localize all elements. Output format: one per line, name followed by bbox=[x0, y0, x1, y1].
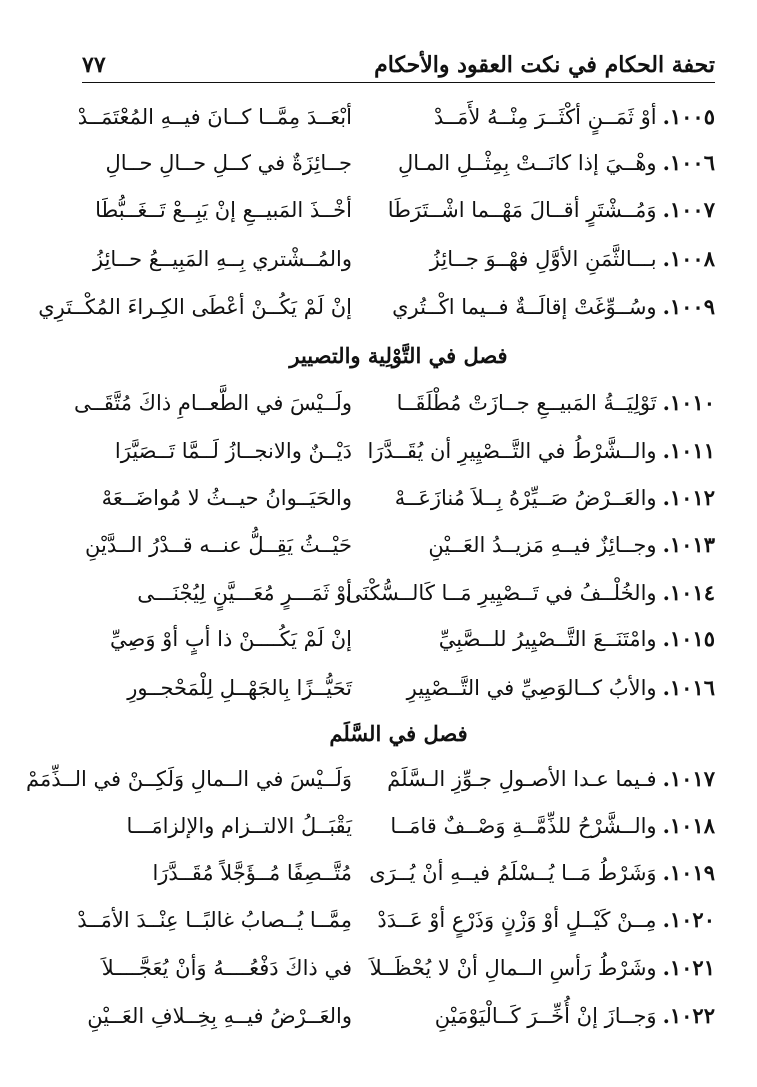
verse-1011 bbox=[82, 431, 715, 471]
verse-first-hemistich bbox=[397, 143, 715, 183]
verse-number: ١٠١٢. bbox=[662, 485, 715, 510]
hemistich-text: وامْتَنَــعَ التَّــصْيِيرُ للــصَّبِيِّ bbox=[438, 627, 657, 651]
verse-1013 bbox=[82, 525, 715, 565]
verse-first-hemistich bbox=[377, 900, 715, 940]
verse-number: ١٠٠٦. bbox=[662, 150, 715, 175]
hemistich-text: أوْ ثَمَــنٍ أكْثَــرَ مِنْــهُ لأَمَــدْ bbox=[433, 105, 657, 129]
verse-1022 bbox=[82, 996, 715, 1036]
verse-number: ١٠١٩. bbox=[662, 860, 715, 885]
hemistich-text: وَشَرْطُ مَــا يُــسْلَمُ فيــهِ أنْ يُــرَى bbox=[369, 861, 657, 885]
verse-number: ١٠٠٥. bbox=[662, 104, 715, 129]
verse-second-hemistich: ولَــيْسَ في الطَّعــامِ ذاكَ مُتَّقَــى bbox=[73, 391, 352, 415]
hemistich-text: بـــالثَّمَنِ الأوَّلِ فهْــوَ جــائِزُ bbox=[429, 247, 657, 271]
hemistich-text: مِــنْ كَيْــلٍ أوْ وَزْنٍ وَذَرْعٍ أوْ عَــدَدْ bbox=[377, 908, 657, 932]
verse-first-hemistich bbox=[396, 383, 715, 423]
verse-number: ١٠١١. bbox=[662, 438, 715, 463]
hemistich-text: وَجــازَ إنْ أُخِّــرَ كَــالْيَوْمَيْنِ bbox=[434, 1004, 657, 1028]
verse-first-hemistich bbox=[415, 619, 715, 659]
verse-1007 bbox=[82, 190, 715, 230]
verse-second-hemistich: في ذاكَ دَفْعُــــهُ وَأنْ يُعَجَّــــلاَ bbox=[101, 956, 352, 980]
hemistich-text: وجــائِزٌ فيــهِ مَزيــدُ العَــيْنِ bbox=[428, 533, 657, 557]
verse-second-hemistich: جــائِزَةٌ في كــلِ حــالِ حــالِ bbox=[105, 151, 352, 175]
verse-1006 bbox=[82, 143, 715, 183]
section-heading-salam: فصل في السَّلَم bbox=[329, 721, 468, 746]
verse-second-hemistich: تَحَيُّــزًا بِالجَهْــلِ لِلْمَحْجــورِ bbox=[127, 676, 352, 700]
verse-second-hemistich: مِمَّــا يُــصابُ غالبًــا عِنْــدَ الأمَــدْ bbox=[77, 908, 352, 932]
verse-number: ١٠١٠. bbox=[662, 390, 715, 415]
verse-number: ١٠١٦. bbox=[662, 675, 715, 700]
verse-first-hemistich bbox=[345, 573, 715, 613]
verse-number: ١٠٠٨. bbox=[662, 246, 715, 271]
verse-first-hemistich bbox=[394, 478, 715, 518]
verse-1010 bbox=[73, 383, 715, 423]
verse-first-hemistich bbox=[369, 948, 715, 988]
verse-1009 bbox=[38, 287, 715, 327]
verse-1008 bbox=[82, 239, 715, 279]
verse-first-hemistich bbox=[406, 668, 715, 708]
verse-number: ١٠٠٧. bbox=[662, 197, 715, 222]
verse-first-hemistich bbox=[387, 190, 715, 230]
verse-first-hemistich bbox=[415, 97, 715, 137]
verse-second-hemistich: أبْعَــدَ مِمَّــا كــانَ فيــهِ المُعْتَمَــدْ bbox=[77, 105, 352, 129]
verse-second-hemistich: والعَــرْضُ فيــهِ بِخِــلافِ العَــيْنِ bbox=[87, 1004, 352, 1028]
verse-second-hemistich: وَلَــيْسَ في الــمالِ وَلَكِــنْ في الــذِّمَمْ bbox=[26, 767, 352, 791]
verse-1018 bbox=[82, 806, 715, 846]
verse-1012 bbox=[82, 478, 715, 518]
verse-1015 bbox=[82, 619, 715, 659]
running-title: تحفة الحكام في نكت العقود والأحكام bbox=[374, 52, 715, 78]
verse-first-hemistich bbox=[415, 239, 715, 279]
verse-first-hemistich bbox=[415, 525, 715, 565]
verse-first-hemistich bbox=[390, 806, 715, 846]
verse-number: ١٠٠٩. bbox=[662, 294, 715, 319]
verse-1016 bbox=[82, 668, 715, 708]
verse-number: ١٠٢٢. bbox=[662, 1003, 715, 1028]
running-head bbox=[82, 50, 715, 83]
verse-first-hemistich bbox=[367, 431, 715, 471]
verse-number: ١٠١٣. bbox=[662, 532, 715, 557]
verse-second-hemistich: دَيْــنٌ والانجــازُ لَــمَّا تَــصَيَّرَا bbox=[114, 439, 352, 463]
verse-second-hemistich: حَيْــثُ يَقِــلُّ عنــه قــدْرُ الــدَّيْنِ bbox=[85, 533, 352, 557]
verse-second-hemistich: والحَيَــوانُ حيــثُ لا مُواضَــعَهْ bbox=[101, 486, 352, 510]
section-heading-tawliya: فصل في التَّوْلِية والتصيير bbox=[289, 343, 508, 368]
page-number: ٧٧ bbox=[82, 52, 106, 78]
hemistich-text: تَوْلِيَــةُ المَبيــعِ جــازَتْ مُطْلَقَــا bbox=[396, 391, 657, 415]
verse-1014 bbox=[82, 573, 715, 613]
verse-second-hemistich: أخْــذَ المَبيــعِ إنْ يَبِــعْ تَــغَــبُّطَا bbox=[95, 198, 352, 222]
verse-number: ١٠٢٠. bbox=[662, 907, 715, 932]
verse-second-hemistich: والمُــشْتري بِــهِ المَبِيــعُ حــائِزُ bbox=[93, 247, 352, 271]
hemistich-text: والــشَّرْطُ في التَّــصْيِيرِ أن يُقَــدَّرَا bbox=[367, 439, 657, 463]
hemistich-text: وشَرْطُ رَأسِ الــمالِ أنْ لا يُحْظَــلاَ bbox=[369, 956, 657, 980]
verse-1017 bbox=[26, 759, 715, 799]
verse-number: ١٠١٨. bbox=[662, 813, 715, 838]
verse-second-hemistich: أوْ ثَمَـــرٍ مُعَـــيَّنٍ لِيُجْنَـــى bbox=[137, 581, 352, 605]
verse-first-hemistich bbox=[387, 759, 715, 799]
verse-first-hemistich bbox=[369, 853, 715, 893]
hemistich-text: فـيما عـدا الأصـولِ جـوِّزِ الـسَّلَمْ bbox=[387, 767, 657, 791]
verse-1005 bbox=[77, 97, 715, 137]
verse-second-hemistich: إنْ لَمْ يَكُــنْ أعْطَى الكِـراءَ المُكْــتَرِي bbox=[38, 295, 352, 319]
verse-number: ١٠١٤. bbox=[662, 580, 715, 605]
verse-number: ١٠١٥. bbox=[662, 626, 715, 651]
verse-number: ١٠٢١. bbox=[662, 955, 715, 980]
verse-first-hemistich bbox=[415, 996, 715, 1036]
hemistich-text: والــشَّرْحُ للذِّمَّــةِ وَصْــفٌ قامَــا bbox=[390, 814, 657, 838]
verse-1021 bbox=[82, 948, 715, 988]
hemistich-text: وَمُــشْتَرٍ أقــالَ مَهْــما اشْــتَرَطَا bbox=[387, 198, 657, 222]
verse-second-hemistich: مُتَّــصِفًا مُــؤَجَّلاً مُقَــدَّرَا bbox=[152, 861, 352, 885]
verse-second-hemistich: يَقْبَــلُ الالتــزام والإلزامَـــا bbox=[126, 814, 352, 838]
verse-first-hemistich bbox=[392, 287, 715, 327]
verse-number: ١٠١٧. bbox=[662, 766, 715, 791]
hemistich-text: وسُــوِّغَتْ إقالَــةٌ فــيما اكْــتُري bbox=[392, 295, 657, 319]
hemistich-text: وهْــيَ إذا كانَــتْ بِمِثْــلِ المـالِ bbox=[397, 151, 657, 175]
hemistich-text: والخُلْــفُ في تَــصْيِيرِ مَــا كَالــسُّكْنَى bbox=[345, 581, 657, 605]
verse-1019 bbox=[82, 853, 715, 893]
verse-1020 bbox=[77, 900, 715, 940]
hemistich-text: والعَــرْضُ صَــيِّرْهُ بِــلاَ مُنازَعَــهْ bbox=[394, 486, 657, 510]
verse-second-hemistich: إنْ لَمْ يَكُــــنْ ذا أبٍ أوْ وَصِيِّ bbox=[110, 627, 352, 651]
hemistich-text: والأبُ كــالوَصِيِّ في التَّــصْيِيرِ bbox=[406, 676, 657, 700]
